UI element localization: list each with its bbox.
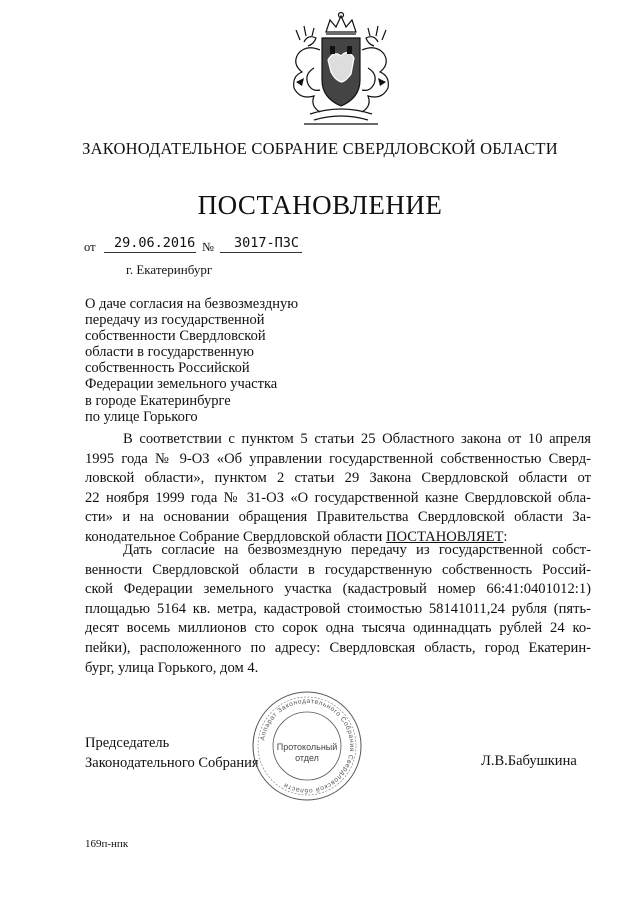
document-number: 3017-ПЗС: [234, 235, 300, 251]
body-line: десят восемь миллионов сто сорок одна тысяча одиннадцать рублей 24 ко-: [85, 620, 591, 637]
organization-name: ЗАКОНОДАТЕЛЬНОЕ СОБРАНИЕ СВЕРДЛОВСКОЙ ОБЛАСТИ: [82, 139, 558, 158]
position-line: Председатель: [85, 735, 170, 751]
stamp-center-line: отдел: [295, 753, 319, 763]
signatory-position: [85, 734, 259, 773]
coat-of-arms-emblem-icon: [284, 10, 398, 128]
subject-line: передачу из государственной: [85, 312, 265, 329]
body-line: 1995 года № 9-ОЗ «Об управлении государственной собственностью Сверд-: [85, 450, 591, 467]
subject-line: в городе Екатеринбурге: [85, 392, 231, 409]
subject-line: по улице Горького: [85, 408, 198, 425]
subject-line: собственности Свердловской: [85, 328, 266, 345]
body-paragraph-1: [85, 430, 591, 548]
body-line: сти» и на основании обращения Правительства Свердловской области За-: [85, 509, 591, 526]
body-line-text: конодательное Собрание Свердловской области: [85, 528, 386, 545]
signatory-name: Л.В.Бабушкина: [481, 753, 577, 769]
body-line: пейки), расположенного по адресу: Свердловская область, город Екатерин-: [85, 639, 591, 656]
body-paragraph-2: [85, 541, 591, 678]
protocol-department-stamp: [251, 690, 363, 802]
body-line: площадью 5164 кв. метра, кадастровой стоимостью 58141011,24 рубля (пять-: [85, 600, 591, 617]
subject-line: собственность Российской: [85, 360, 250, 377]
stamp-center-line: Протокольный: [276, 742, 338, 752]
body-line: 22 ноября 1999 года № 31-ОЗ «О государственной казне Свердловской обла-: [85, 489, 591, 506]
body-line: Дать согласие на безвозмездную передачу из государственной собст-: [123, 542, 591, 558]
stamp-ring-text: Аппарат Законодательного Собрания Свердловской области: [259, 697, 356, 795]
document-date: 29.06.2016: [114, 235, 196, 251]
city: г. Екатеринбург: [126, 262, 213, 277]
document-code: 169п-нпк: [85, 838, 129, 850]
date-label: от: [84, 240, 96, 254]
subject-line: области в государственную: [85, 344, 254, 361]
subject-line: О даче согласия на безвозмездную: [85, 296, 299, 312]
subject-block: [85, 296, 385, 425]
number-label: №: [202, 240, 214, 254]
position-line: Законодательного Собрания: [85, 754, 259, 771]
body-line: ской Федерации земельного участка (кадастровый номер 66:41:0401012:1): [85, 581, 591, 598]
body-line: венности Свердловской области в государственную собственность Россий-: [85, 561, 591, 578]
body-line-text: :: [503, 528, 508, 545]
date-underline: [104, 252, 196, 253]
body-line: В соответствии с пунктом 5 статьи 25 Областного закона от 10 апреля: [123, 431, 591, 447]
body-line: бург, улица Горького, дом 4.: [85, 659, 259, 676]
subject-line: Федерации земельного участка: [85, 376, 278, 393]
resolves-emphasis: ПОСТАНОВЛЯЕТ: [385, 528, 504, 545]
body-line: ловской области», пунктом 2 статьи 29 Закона Свердловской области от: [85, 470, 591, 487]
number-underline: [220, 252, 302, 253]
document-title: ПОСТАНОВЛЕНИЕ: [197, 190, 443, 220]
